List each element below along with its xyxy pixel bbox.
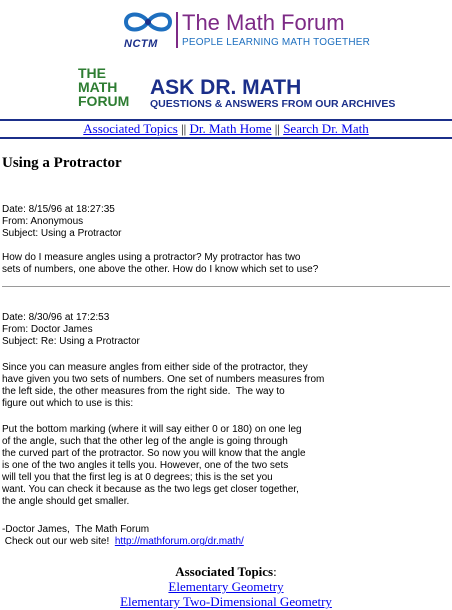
answer-from: From: Doctor James [2,324,93,335]
answer-paragraph-1: Since you can measure angles from either side of the protractor, they have given you two sets of numbers. One set of numbers measures from the left side, the other measures from the right side. The way to figure out which to use is this: [2,362,325,409]
question-from: From: Anonymous [2,216,84,227]
nav-bar [0,121,452,137]
website-link[interactable]: http://mathforum.org/dr.math/ [114,536,244,547]
header-rule-bottom [0,137,452,139]
nctm-label: NCTM [124,38,158,50]
nav-associated-topics[interactable]: Associated Topics [83,121,178,136]
associated-topics-label: Associated Topics [175,564,274,579]
nav-separator: || [274,121,280,136]
mf-logo-line: MATH [78,79,118,95]
nav-dr-math-home[interactable]: Dr. Math Home [189,121,272,136]
associated-topics-colon: : [273,564,277,579]
answer-subject: Subject: Re: Using a Protractor [2,336,140,347]
mf-logo-line: FORUM [78,93,130,109]
topic-elementary-2d-geometry[interactable]: Elementary Two-Dimensional Geometry [120,594,332,609]
forum-title: The Math Forum [182,10,345,35]
ask-dr-math-title[interactable]: ASK DR. MATH [150,76,302,99]
ask-dr-math-subtitle: QUESTIONS & ANSWERS FROM OUR ARCHIVES [150,98,396,110]
website-prompt: Check out our web site! [2,536,115,547]
question-body: How do I measure angles using a protractor? My protractor has two sets of numbers, one above the other. How do I know which set to use? [2,252,319,275]
question-subject: Subject: Using a Protractor [2,228,122,239]
page-title: Using a Protractor [2,155,122,171]
question-date: Date: 8/15/96 at 18:27:35 [2,204,115,215]
topic-elementary-geometry[interactable]: Elementary Geometry [168,579,284,594]
mf-logo-line: THE [78,65,106,81]
associated-topic-item [0,579,452,595]
math-forum-logo[interactable] [78,66,140,108]
website-line [2,536,244,548]
answer-date: Date: 8/30/96 at 17:2:53 [2,312,110,323]
answer-paragraph-2: Put the bottom marking (where it will say either 0 or 180) on one leg of the angle, such that the other leg of the angle is going through the curved part of the protractor. So now you will know that the angle is one of the two angles it tells you. However, one of the two sets will tell you that the first leg is at 0 degrees; this is the set you want. You can check it because as the two legs get closer together, the angle should get smaller. [2,424,306,507]
associated-topic-item [0,594,452,610]
nav-search-dr-math[interactable]: Search Dr. Math [283,121,369,136]
banner-divider [176,12,178,48]
answer-signature: -Doctor James, The Math Forum [2,524,150,535]
forum-tagline: PEOPLE LEARNING MATH TOGETHER [182,37,371,48]
nav-separator: || [181,121,187,136]
message-divider [2,286,450,287]
associated-topics-heading [0,564,452,580]
math-forum-banner[interactable] [120,8,371,52]
